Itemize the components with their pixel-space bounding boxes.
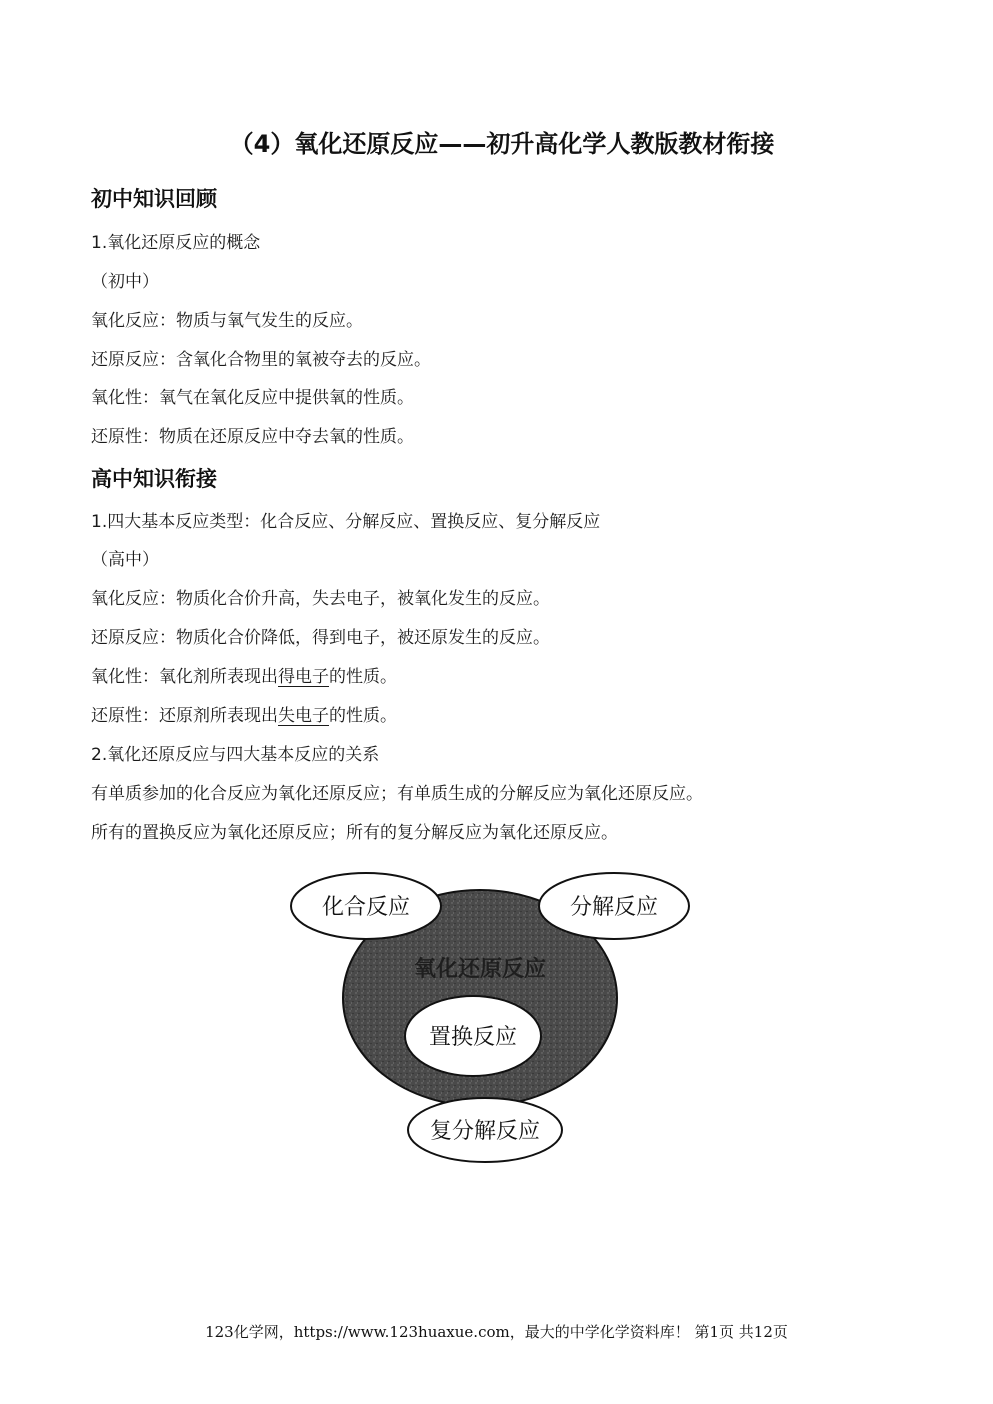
senior-item-1: 1.四大基本反应类型：化合反应、分解反应、置换反应、复分解反应 [91,512,601,532]
junior-oxidation-reaction: 氧化反应：物质与氧气发生的反应。 [91,311,363,331]
junior-reducing-property: 还原性：物质在还原反应中夺去氧的性质。 [91,427,414,447]
senior-item-2: 2.氧化还原反应与四大基本反应的关系 [91,745,380,765]
reducing-underlined: 失电子 [278,706,329,726]
section-heading-junior: 初中知识回顾 [91,187,217,211]
senior-tag: （高中） [91,550,159,570]
combination-label: 化合反应 [321,895,411,920]
relation-line-1: 有单质参加的化合反应为氧化还原反应；有单质生成的分解反应为氧化还原反应。 [91,784,703,804]
junior-tag: （初中） [91,272,159,292]
page-footer: 123化学网，https://www.123huaxue.com，最大的中学化学资料库！ 第1页 共12页 [205,1323,788,1341]
oxidizing-underlined: 得电子 [278,667,329,687]
junior-oxidizing-property: 氧化性：氧气在氧化反应中提供氧的性质。 [91,388,414,408]
reducing-prefix: 还原性：还原剂所表现出 [91,706,278,726]
decomposition-label: 分解反应 [569,895,659,920]
senior-reducing-property [91,702,397,730]
reducing-suffix: 的性质。 [329,706,397,726]
junior-reduction-reaction: 还原反应：含氧化合物里的氧被夺去的反应。 [91,350,431,370]
senior-reduction-reaction: 还原反应：物质化合价降低，得到电子，被还原发生的反应。 [91,628,550,648]
reaction-relationship-diagram [283,866,703,1172]
relation-line-2: 所有的置换反应为氧化还原反应；所有的复分解反应为氧化还原反应。 [91,823,618,843]
displacement-label: 置换反应 [428,1025,518,1050]
section-heading-senior: 高中知识衔接 [91,467,217,491]
double-decomposition-label: 复分解反应 [429,1119,541,1144]
redox-label: 氧化还原反应 [413,957,547,982]
oxidizing-prefix: 氧化性：氧化剂所表现出 [91,667,278,687]
page-title: （4）氧化还原反应——初升高化学人教版教材衔接 [229,130,775,158]
senior-oxidation-reaction: 氧化反应：物质化合价升高，失去电子，被氧化发生的反应。 [91,589,550,609]
senior-oxidizing-property [91,663,397,691]
junior-item-1: 1.氧化还原反应的概念 [91,233,261,253]
oxidizing-suffix: 的性质。 [329,667,397,687]
